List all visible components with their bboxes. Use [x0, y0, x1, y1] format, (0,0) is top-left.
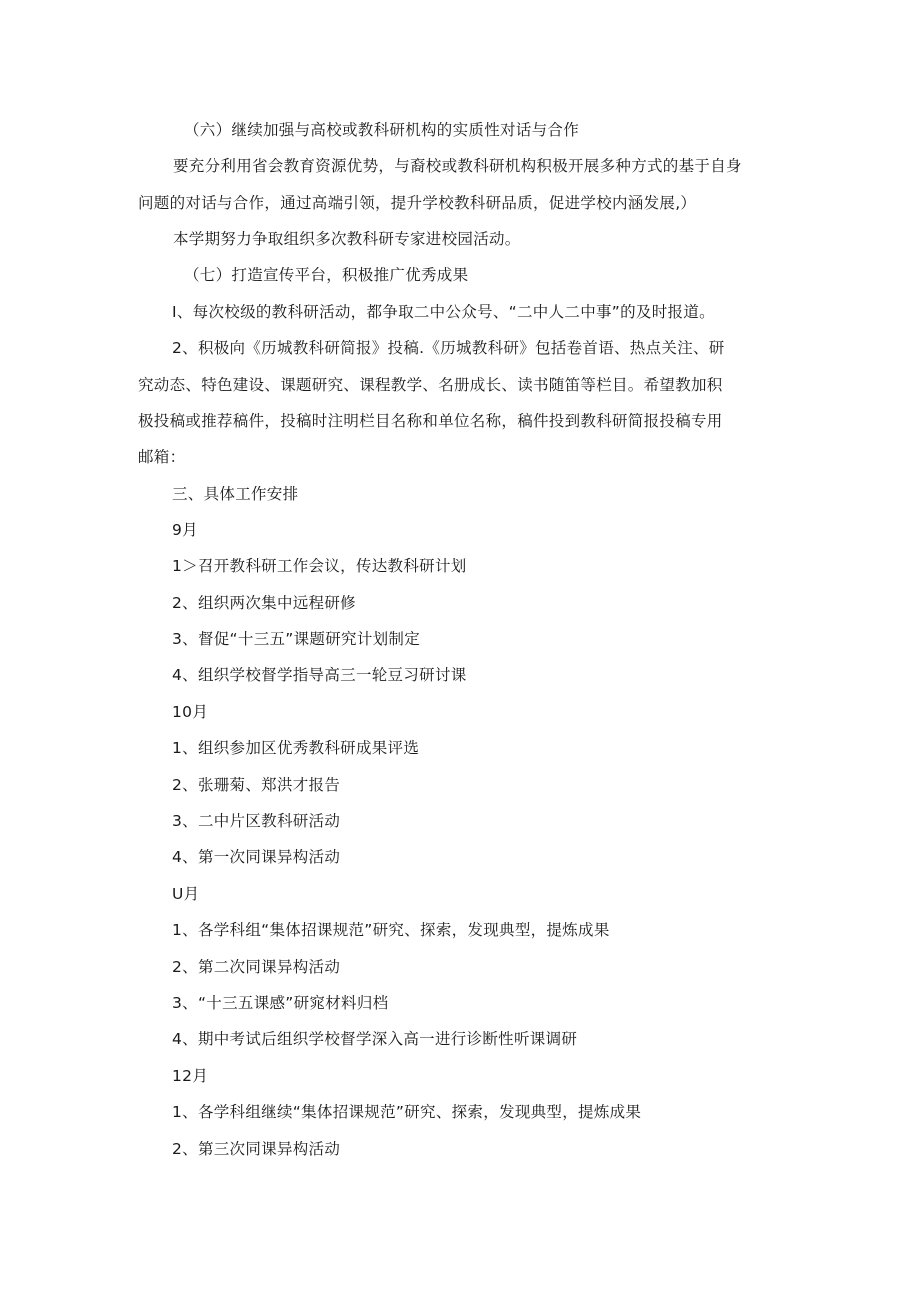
- list-item: 4、组织学校督学指导高三一轮豆习研讨课: [172, 666, 467, 684]
- list-item: 3、督促“十三五”课题研究计划制定: [172, 630, 421, 648]
- month-label: U月: [172, 885, 200, 903]
- paragraph-line: 本学期努力争取组织多次教科研专家进校园活动。: [173, 230, 521, 248]
- list-item: I、每次校级的教科研活动，都争取二中公众号、“二中人二中事”的及时报道。: [172, 303, 715, 321]
- paragraph-line: 邮箱：: [138, 448, 186, 466]
- list-item: 3、二中片区教科研活动: [172, 812, 341, 830]
- section-six-heading: （六）继续加强与高校或教科研机构的实质性对话与合作: [184, 121, 580, 139]
- list-item: 3、“十三五课感”研窕材料归档: [172, 994, 389, 1012]
- list-item: 4、期中考试后组织学校督学深入高一进行诊断性听课调研: [172, 1030, 578, 1048]
- paragraph-line: 要充分利用省会教育资源优势，与裔校或教科研机构积极开展多种方式的基于自身: [173, 157, 742, 175]
- list-item: 2、积极向《历城教科研简报》投稿.《历城教科研》包括卷首语、热点关注、研: [172, 339, 725, 357]
- month-label: 9月: [172, 521, 198, 539]
- list-item: 2、张珊菊、郑洪才报告: [172, 776, 341, 794]
- list-item: 4、第一次同课异构活动: [172, 848, 341, 866]
- paragraph-line: 问题的对话与合作，通过高端引领，提升学校教科研品质，促进学校内涵发展,）: [138, 194, 697, 212]
- list-item: 2、组织两次集中远程研修: [172, 594, 356, 612]
- list-item: 1、各学科组继续“集体招课规范”研究、探索，发现典型，提炼成果: [172, 1103, 642, 1121]
- list-item: 1、组织参加区优秀教科研成果评选: [172, 739, 420, 757]
- month-label: 12月: [172, 1067, 209, 1085]
- list-item: 1＞召开教科研工作会议，传达教科研计划: [172, 557, 467, 575]
- section-seven-heading: （七）打造宣传平台，积极推广优秀成果: [184, 266, 469, 284]
- month-label: 10月: [172, 703, 209, 721]
- paragraph-line: 极投稿或推荐稿件，投稿时注明栏目名称和单位名称，稿件投到教科研简报投稿专用: [138, 412, 723, 430]
- section-three-heading: 三、具体工作安排: [172, 485, 299, 503]
- list-item: 2、第二次同课异构活动: [172, 958, 341, 976]
- paragraph-line: 究动态、特色建设、课题研究、课程教学、名册成长、读书随笛等栏目。希望教加积: [138, 376, 723, 394]
- list-item: 1、各学科组“集体招课规范”研究、探索，发现典型，提炼成果: [172, 921, 610, 939]
- list-item: 2、第三次同课异构活动: [172, 1140, 341, 1158]
